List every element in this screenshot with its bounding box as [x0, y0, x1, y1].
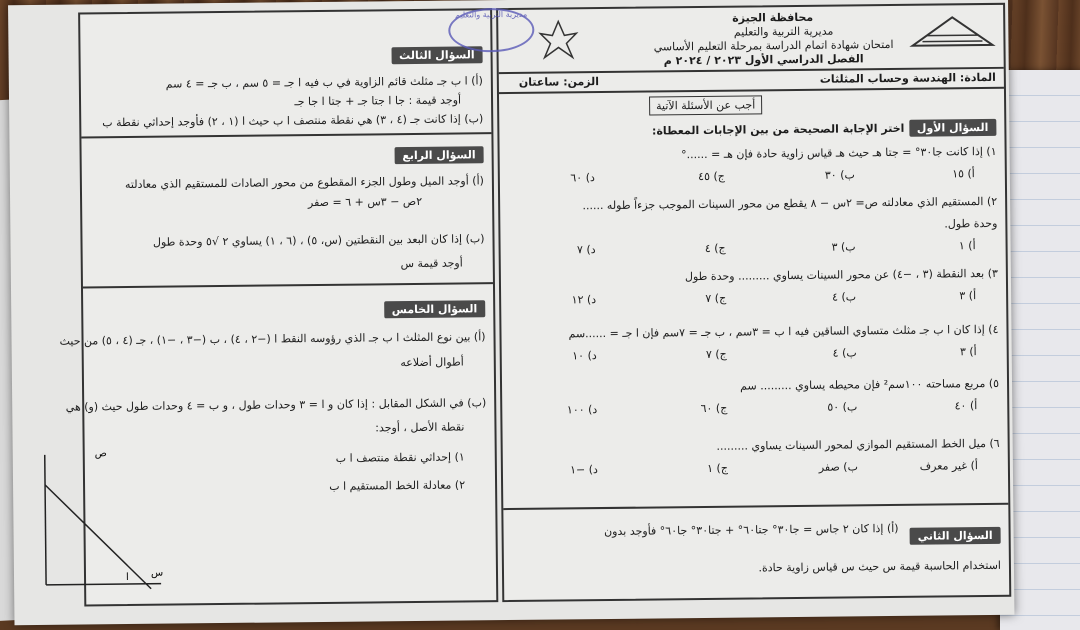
q1-item-6-choice: ج) ١ [707, 461, 728, 475]
coordinate-figure [25, 444, 167, 595]
q1-item-2-cont: وحدة طول. [944, 216, 998, 231]
q1-item-2-choice: أ) ١ [958, 239, 976, 253]
subject: المادة: الهندسة وحساب المثلثات [819, 70, 996, 86]
q1-item-5: ٥) مربع مساحته ١٠٠سم² فإن محيطه يساوي ......... سم [740, 376, 1000, 393]
instruction-box: أجب عن الأسئلة الآتية [649, 95, 762, 115]
y-axis [45, 455, 46, 585]
eagle-emblem-icon [538, 17, 578, 61]
q4-b1: (ب) إذا كان البعد بين النقطتين (س، ٥) ، (٦ ، ١) يساوي ٢ √٥ وحدة طول [152, 232, 485, 249]
q1-item-1-choice: ب) ٣٠ [824, 168, 855, 182]
q1-item-5-choice: ج) ٦٠ [700, 401, 728, 416]
q1-item-1-choice: أ) ١٥ [952, 167, 975, 181]
q1-item-1-choice: د) ٦٠ [570, 171, 595, 185]
q1-item-4-choice: أ) ٣ [959, 345, 977, 359]
q1-item-2-choice: ب) ٣ [831, 240, 856, 254]
x-axis [46, 584, 161, 585]
q1-item-2-choice: د) ٧ [576, 243, 596, 257]
official-stamp: مديرية التربية والتعليم [448, 8, 534, 53]
exam-title: امتحان شهادة اتمام الدراسة بمرحلة التعليم الأساسي [653, 37, 894, 54]
q1-item-3-choice: أ) ٣ [959, 289, 977, 303]
q1-item-5-choice: ب) ٥٠ [827, 400, 858, 414]
q1-item-4-choice: ج) ٧ [705, 347, 727, 361]
q5-b3: ١) إحداثي نقطة منتصف ا ب [335, 450, 465, 465]
q1-item-3: ٣) بعد النقطة (٣ ، −٤) عن محور السينات يساوي ......... وحدة طول [684, 266, 998, 284]
divider [81, 132, 491, 138]
q1-item-3-choice: د) ١٢ [571, 293, 597, 307]
q3-a2: أوجد قيمة : جا ا جتا جـ + جتا ا جا جـ [294, 93, 462, 109]
q2-badge: السؤال الثاني [910, 527, 1001, 545]
q5-b4: ٢) معادلة الخط المستقيم ا ب [329, 478, 466, 493]
q1-item-6-choice: د) −١ [570, 463, 598, 477]
q3-badge: السؤال الثالث [391, 46, 483, 64]
q1-item-6: ٦) ميل الخط المستقيم الموازي لمحور السينات يساوي ......... [716, 436, 1000, 453]
q2-text2: استخدام الحاسبة قيمة س حيث س قياس زاوية حادة. [758, 558, 1002, 575]
q1-item-2: ٢) المستقيم الذي معادلته ص= ٢س − ٨ يقطع من محور السينات الموجب جزءاً طوله ...... [582, 194, 998, 213]
q1-item-4-choice: ب) ٤ [832, 346, 857, 360]
q2-text: (أ) إذا كان ٢ جاس = جا٣٠° جتا٦٠° + جتا٣٠° جا٦٠° فأوجد بدون [603, 521, 899, 539]
term: الفصل الدراسي الأول ٢٠٢٣ / ٢٠٢٤ م [663, 52, 864, 68]
q1-item-1: ١) إذا كانت جا٣٠° = جتا هـ حيث هـ قياس زاوية حادة فإن هـ = ......° [681, 144, 997, 162]
q1-item-3-choice: ج) ٧ [705, 291, 727, 305]
q1-item-3-choice: ب) ٤ [831, 290, 857, 304]
q5-a2: أطوال أضلاعه [400, 355, 464, 370]
q4-a1: (أ) أوجد الميل وطول الجزء المقطوع من محور الصادات للمستقيم الذي معادلته [124, 174, 484, 192]
axis-x-label: س [150, 567, 164, 579]
logo-building-icon [907, 11, 997, 52]
governorate: محافظة الجيزة [732, 10, 814, 25]
q5-b2: نقطة الأصل ، أوجد: [375, 420, 465, 435]
q1-item-1-choice: ج) ٤٥ [698, 169, 725, 184]
q1-item-4: ٤) إذا كان ا ب جـ مثلث متساوي الساقين فيه ا ب = ٣سم ، ب جـ = ٧سم فإن ا جـ = ......سم [568, 322, 999, 341]
right-column [454, 3, 1011, 602]
q1-item-4-choice: د) ١٠ [572, 349, 597, 363]
q1-item-2-choice: ج) ٤ [704, 241, 726, 255]
left-column [59, 8, 498, 606]
axis-y-label: ص [94, 448, 107, 460]
q5-badge: السؤال الخامس [384, 300, 486, 318]
q1-item-6-choice: أ) غير معرف [919, 459, 978, 473]
time: الزمن: ساعتان [518, 75, 600, 89]
divider [83, 282, 493, 288]
divider [503, 503, 1008, 510]
q1-item-6-choice: ب) صفر [818, 460, 858, 474]
line-ab [45, 484, 151, 590]
q1-item-5-choice: أ) ٤٠ [954, 399, 978, 413]
q5-b1: (ب) في الشكل المقابل : إذا كان و ا = ٣ وحدات طول ، و ب = ٤ وحدات طول حيث (و) هي [65, 396, 487, 414]
q1-instruction: اختر الإجابة الصحيحة من بين الإجابات المعطاة: [651, 121, 905, 138]
q1-badge: السؤال الأول [909, 119, 997, 137]
q1-item-5-choice: د) ١٠٠ [566, 403, 598, 417]
q4-b2: أوجد قيمة س [400, 256, 463, 271]
directorate: مديرية التربية والتعليم [733, 24, 834, 39]
point-a-label: ا [125, 572, 129, 584]
q3-a1: (أ) ا ب جـ مثلث قائم الزاوية في ب فيه ا جـ = ٥ سم ، ب جـ = ٤ سم [165, 74, 483, 91]
exam-paper [8, 0, 1014, 625]
q4-a2: ٢ص − ٣س + ٦ = صفر [307, 194, 423, 210]
q3-b: (ب) إذا كانت جـ (٤ ، ٣) هي نقطة منتصف ا ب حيث ا (١ ، ٢) فأوجد إحداثي نقطة ب [102, 112, 484, 130]
q4-badge: السؤال الرابع [394, 146, 483, 164]
q5-a1: (أ) بين نوع المثلث ا ب جـ الذي رؤوسه النقط ا (−٢ ، ٤) ، ب (−٣ ، −١) ، جـ (٤ ، ٥) من حيث [59, 330, 486, 348]
